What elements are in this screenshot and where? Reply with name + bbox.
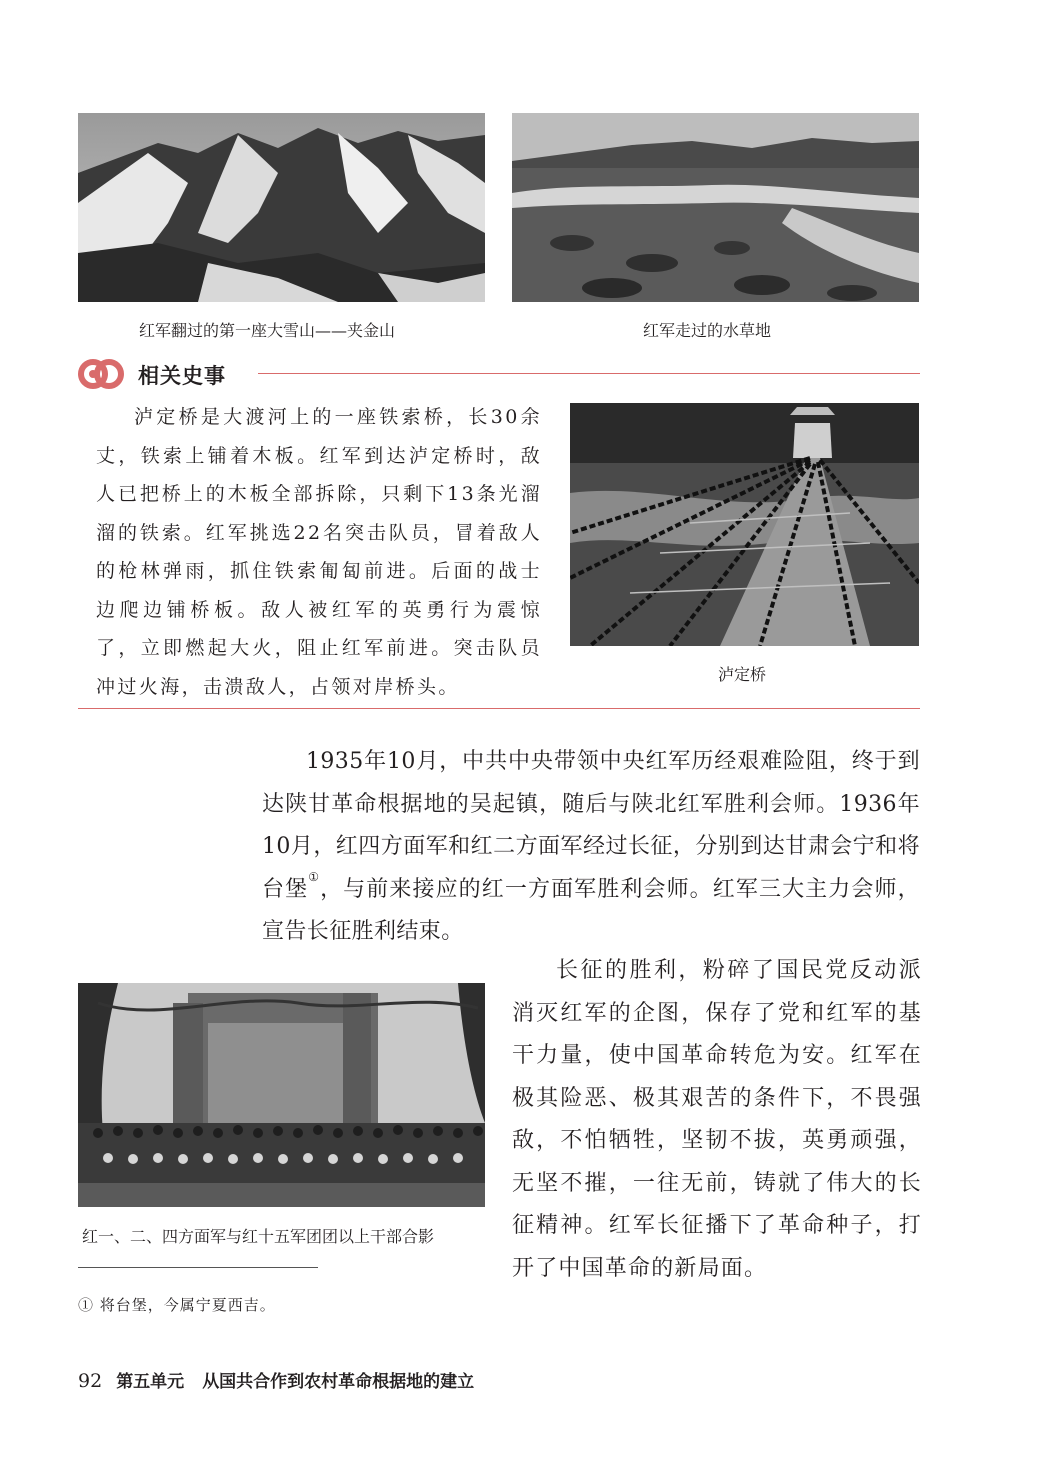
unit-label: 第五单元 bbox=[116, 1372, 185, 1392]
main-paragraph-1 bbox=[262, 741, 920, 954]
luding-bridge-photo bbox=[570, 403, 919, 646]
related-history-title: 相关史事 bbox=[138, 364, 226, 388]
grassland-caption: 红军走过的水草地 bbox=[643, 321, 772, 340]
group-photo-caption: 红一、二、四方面军与红十五军团团以上干部合影 bbox=[82, 1227, 435, 1246]
unit-title: 从国共合作到农村革命根据地的建立 bbox=[202, 1372, 475, 1392]
section-divider-bottom bbox=[78, 708, 920, 709]
main-paragraph-1-part-b: ，与前来接应的红一方面军胜利会师。红军三大主力会师，宣告长征胜利结束。 bbox=[262, 876, 920, 944]
luding-bridge-story bbox=[96, 398, 542, 706]
group-photo bbox=[78, 983, 485, 1207]
related-history-header bbox=[78, 352, 920, 398]
footnote-marker: ① bbox=[308, 869, 321, 884]
luding-bridge-caption: 泸定桥 bbox=[718, 665, 767, 684]
page-footer bbox=[78, 1367, 474, 1392]
snow-mountain-caption: 红军翻过的第一座大雪山——夹金山 bbox=[139, 321, 396, 340]
snow-mountain-photo bbox=[78, 113, 485, 302]
main-paragraph-1-part-a: 1935年10月，中共中央带领中央红军历经艰难险阻，终于到达陕甘革命根据地的吴起镇，随后与陕北红军胜利会师。1936年10月，红四方面军和红二方面军经过长征，分别到达甘肃会宁和将台堡 bbox=[262, 749, 920, 902]
footnote: ① 将台堡，今属宁夏西吉。 bbox=[78, 1296, 276, 1314]
section-divider-top bbox=[258, 373, 920, 374]
footnote-divider bbox=[78, 1267, 318, 1268]
story-paragraph: 泸定桥是大渡河上的一座铁索桥，长30余丈，铁索上铺着木板。红军到达泸定桥时，敌人已把桥上的木板全部拆除，只剩下13条光溜溜的铁索。红军挑选22名突击队员，冒着敌人的枪林弹雨，抓住铁索匍匐前进。后面的战士边爬边铺桥板。敌人被红军的英勇行为震惊了，立即燃起大火，阻止红军前进。突击队员冲过火海，击溃敌人，占领对岸桥头。 bbox=[96, 406, 542, 698]
grassland-photo bbox=[512, 113, 919, 302]
main-paragraph-2: 长征的胜利，粉碎了国民党反动派消灭红军的企图，保存了党和红军的基干力量，使中国革命转危为安。红军在极其险恶、极其艰苦的条件下，不畏强敌，不怕牺牲，坚韧不拔，英勇顽强，无坚不摧，一往无前，铸就了伟大的长征精神。红军长征播下了革命种子，打开了中国革命的新局面。 bbox=[512, 958, 922, 1281]
page-number: 92 bbox=[78, 1370, 103, 1392]
related-history-icon bbox=[78, 354, 124, 394]
